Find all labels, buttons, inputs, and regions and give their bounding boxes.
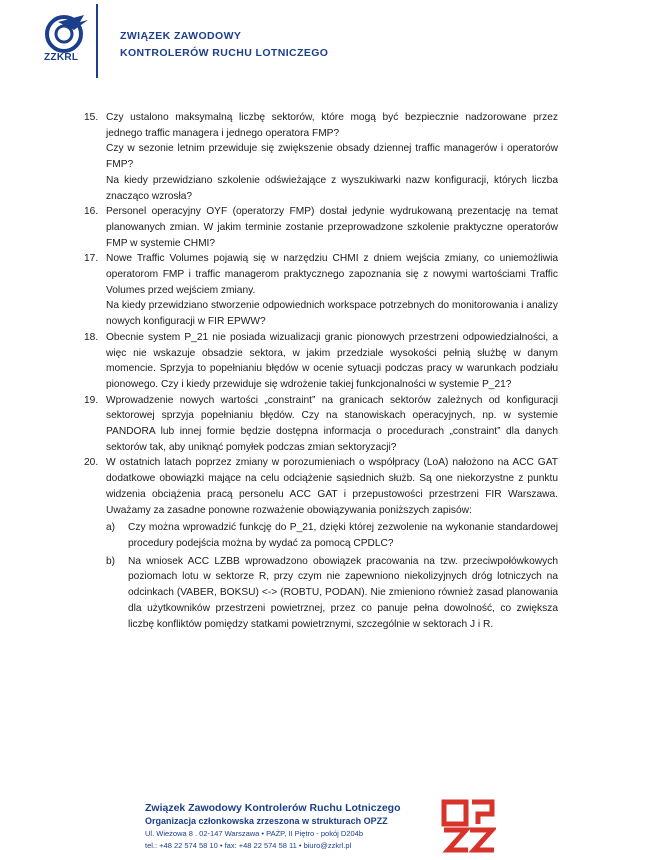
org-name-line1: ZWIĄZEK ZAWODOWY xyxy=(120,30,242,42)
item-paragraph: W ostatnich latach poprzez zmiany w porozumieniach o współpracy (LoA) nałożono na ACC GAT dodatkowe obowiązki mające na celu odciążenie sąsiednich służb. Są one niekorzystne z punktu widzenia obciążenia pracą personelu ACC GAT i przepustowości przestrzeni FIR Warszawa. Uważamy za zasadne ponowne rozważenie obowiązywania poniższych zapisów: xyxy=(106,457,558,516)
item-number: 19. xyxy=(84,394,99,406)
sub-item xyxy=(106,520,558,551)
item-paragraph: Nowe Traffic Volumes pojawią się w narzędziu CHMI z dniem wejścia zmiany, co uniemożliwia operatorom FMP i traffic managerom praktycznego zapoznania się z nowymi wartościami Traffic Volumes przed wejściem zmiany. xyxy=(106,253,558,296)
list-item xyxy=(84,251,558,330)
list-item xyxy=(84,455,558,632)
logo-text: ZZKRL xyxy=(44,52,79,63)
item-number: 20. xyxy=(84,457,99,469)
item-paragraph: Na kiedy przewidziano stworzenie odpowiednich workspace potrzebnych do monitorowania i analizy nowych konfiguracji w FIR EPWW? xyxy=(106,300,558,328)
footer-org-name: Związek Zawodowy Kontrolerów Ruchu Lotniczego xyxy=(145,802,401,814)
sub-item-text: Czy można wprowadzić funkcję do P_21, dzięki której zezwolenie na wykonanie standardowej procedury podejścia można by wydać za pomocą CPDLC? xyxy=(128,522,558,549)
org-name-line2: KONTROLERÓW RUCHU LOTNICZEGO xyxy=(120,47,329,59)
footer-org-membership: Organizacja członkowska zrzeszona w strukturach OPZZ xyxy=(145,816,388,826)
item-paragraph: Wprowadzenie nowych wartości „constraint” na granicach sektorów zależnych od konfiguracji sektorowej sprzyja popełnianiu błędów. Czy na stanowiskach operacyjnych, np. w systemie PANDORA lub innej formie będzie dostępna informacja o procedurach „constraint” dla danych sektorów tak, aby uniknąć pomyłek podczas zmian sektoryzacji? xyxy=(106,394,558,453)
item-paragraph: Czy ustalono maksymalną liczbę sektorów, które mogą być bezpiecznie nadzorowane przez jednego traffic managera i jednego operatora FMP? xyxy=(106,112,558,139)
sub-item-letter: b) xyxy=(106,555,116,567)
item-paragraph: Czy w sezonie letnim przewiduje się zwiększenie obsady dziennej traffic managerów i operatorów FMP? xyxy=(106,143,558,171)
item-number: 18. xyxy=(84,331,99,343)
item-paragraph: Obecnie system P_21 nie posiada wizualizacji granic pionowych przestrzeni odpowiedzialności, a więc nie wskazuje obsadzie sektora, w jakim przedziale wysokości pełnią służbę w danym momencie. Sprzyja to popełnianiu błędów w ocenie sytuacji podczas pracy w warunkach podziału pionowego. Czy i kiedy przewiduje się wdrożenie takiej funkcjonalności w systemie P_21? xyxy=(106,331,558,390)
item-number: 16. xyxy=(84,206,99,218)
header-divider xyxy=(96,4,98,78)
sub-item-text: Na wniosek ACC LZBB wprowadzono obowiązek pracowania na tzw. przeciwpołówkowych poziomach lotu w sektorze R, przy czym nie zapewniono niekolizyjnych dróg lotniczych na odcinkach (VABER, BOKSU) <-> (ROBTU, PODAN). Nie zmieniono również zasad planowania dla użytkowników przestrzeni powietrznej, przez co panuje pełna dowolność, co zwiększa liczbę konfliktów pomiędzy statkami powietrznymi, szczególnie w sektorach J i R. xyxy=(128,555,558,630)
list-item xyxy=(84,204,558,251)
page-footer xyxy=(0,795,650,860)
document-body xyxy=(84,110,558,632)
item-paragraph: Personel operacyjny OYF (operatorzy FMP) dostał jedynie wydrukowaną prezentację na temat planowanych zmian. W jakim terminie zostanie przeprowadzone szkolenie praktyczne operatorów FMP w systemie CHMI? xyxy=(106,206,558,249)
list-item xyxy=(84,110,558,204)
sub-item-letter: a) xyxy=(106,522,116,534)
footer-address: Ul. Wieżowa 8 . 02-147 Warszawa • PAŻP, II Piętro - pokój D204b xyxy=(145,829,363,838)
item-paragraph: Na kiedy przewidziano szkolenie odświeżające z wyszukiwarki nazw konfiguracji, których liczba znacząco wzrosła? xyxy=(106,174,558,202)
list-item xyxy=(84,393,558,456)
item-number: 15. xyxy=(84,112,99,123)
sub-item xyxy=(106,554,558,633)
item-number: 17. xyxy=(84,253,99,265)
footer-contact: tel.: +48 22 574 58 10 • fax: +48 22 574 58 11 • biuro@zzkrl.pl xyxy=(145,841,352,850)
opzz-logo-icon xyxy=(440,798,496,854)
list-item xyxy=(84,330,558,393)
page-header xyxy=(0,0,650,85)
